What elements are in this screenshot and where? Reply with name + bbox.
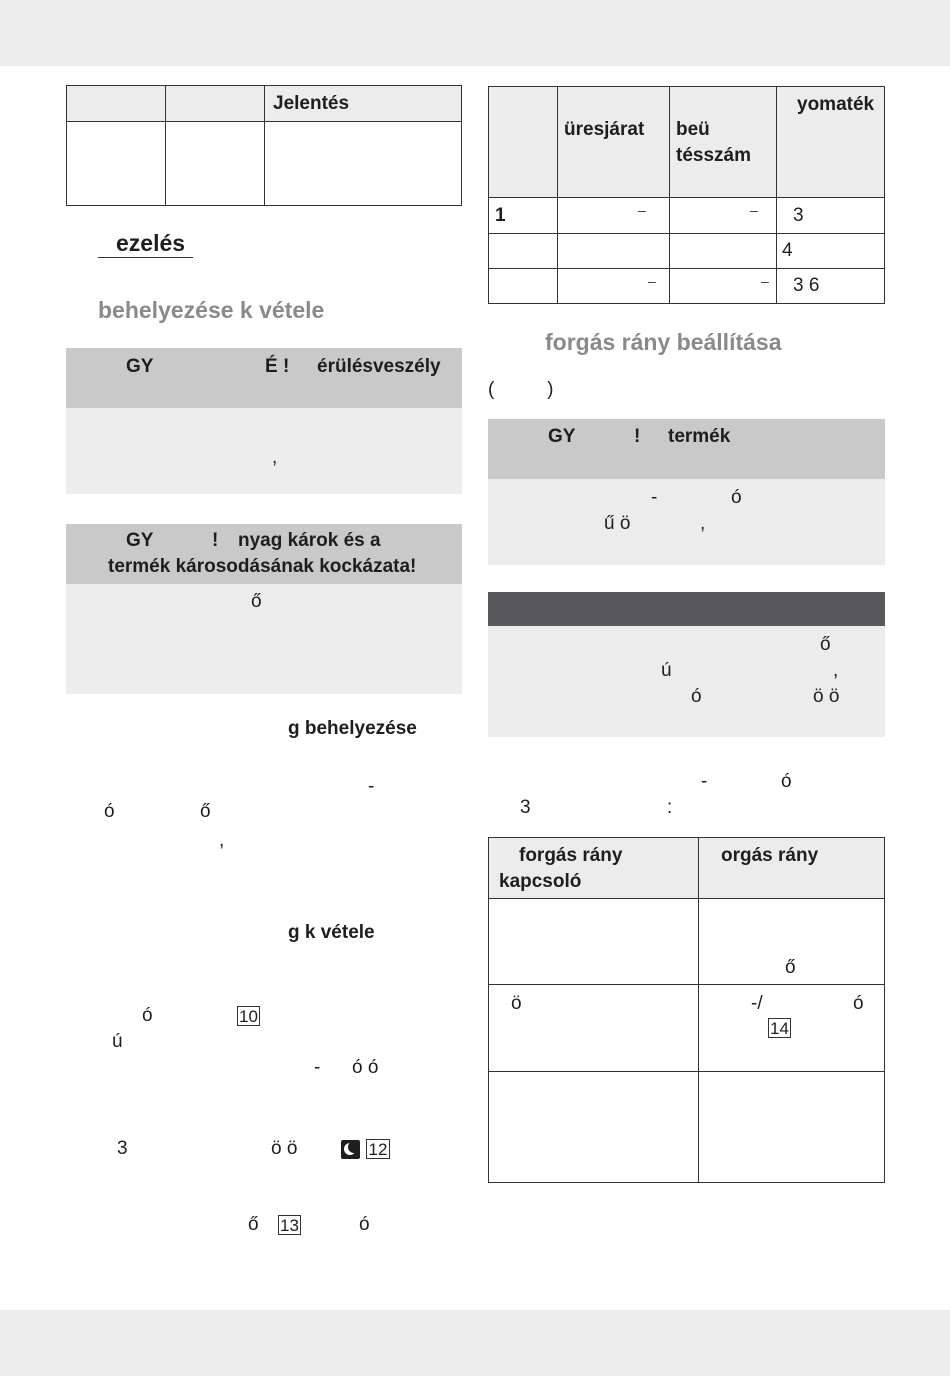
part-number-10: 10 [237,1006,260,1026]
remove-o1: ó [142,1005,153,1026]
warning-2-title-line1: nyag károk és a [238,530,381,551]
warning-box-2-header [66,524,462,584]
dir-row1-char: ő [785,957,796,978]
speed-row1-impact: – [750,202,758,218]
table-header-meaning: Jelentés [273,93,350,114]
remove-o3: ő [248,1214,259,1235]
warning-box-2-body [66,584,462,694]
speed-table [488,86,885,304]
dir-intro-colon: : [667,797,673,818]
warning-box-3-body [488,479,885,565]
warning-box-1-body [66,408,462,494]
speed-col-impact-b: tésszám [676,145,751,166]
warning-3-signal-b: ! [634,426,641,447]
speed-row3-impact: – [761,273,769,289]
note-l3a: ó [691,686,702,707]
section-title: ezelés [116,230,186,256]
remove-u1: ú [112,1031,123,1052]
meaning-table [66,85,462,206]
warning-1-comma: , [272,447,278,468]
direction-title: forgás rány beállítása [545,329,782,355]
dir-col-switch-a: forgás rány [519,845,623,866]
subsection-insert-remove: behelyezése k vétele [98,297,325,323]
speed-row2-torque: 4 [782,240,793,261]
warning-2-title-line2: termék károsodásának kockázata! [108,556,417,577]
dir-col-switch-b: kapcsoló [499,871,582,892]
warning-1-title: érülésveszély [317,356,441,377]
warning-3-dash: - [651,487,658,508]
warning-box-3-header [488,419,885,479]
insert-heading: g behelyezése [288,718,417,739]
dir-intro-o: ó [781,771,792,792]
speed-col-idle: üresjárat [564,119,645,140]
part-number-12: 12 [366,1139,390,1159]
remove-dash: - [314,1057,321,1078]
warning-3-signal: GY [548,426,576,447]
warning-box-1-header [66,348,462,408]
remove-heading: g k vétele [288,922,375,943]
note-l2b: , [833,660,839,681]
speed-row1-torque: 3 [793,205,804,226]
part-number-14: 14 [768,1018,791,1038]
warning-2-char: ő [251,591,262,612]
remove-oe: ö ö [271,1138,298,1159]
table-row [489,985,885,1072]
remove-oo: ó ó [352,1057,379,1078]
part-number-13: 13 [278,1215,301,1235]
dir-row2-char: ö [511,993,522,1014]
table-row [489,1072,885,1183]
table-row [489,899,885,985]
dir-intro-dash: - [701,771,708,792]
direction-table [488,837,885,1183]
insert-comma: , [219,830,225,851]
warning-3-comma: , [700,513,706,534]
table-row [489,269,885,304]
note-l3b: ö ö [813,686,840,707]
warning-1-signal: GY [126,356,154,377]
warning-3-title: termék [668,426,731,447]
lock-symbol-icon [341,1140,360,1159]
warning-3-uo: ű ö [604,513,631,534]
note-box-header [488,592,885,626]
table-row [489,234,885,269]
top-band [0,0,950,66]
dir-col-direction: orgás rány [721,845,819,866]
note-box-body [488,626,885,737]
note-l2a: ú [661,660,672,681]
speed-row1-level: 1 [495,205,506,226]
insert-o1: ó [104,801,115,822]
speed-col-torque: yomaték [797,94,875,115]
dir-row2-slash: -/ [751,993,763,1014]
insert-dash: - [368,776,375,797]
speed-row3-idle: – [648,273,656,289]
speed-row3-torque: 3 6 [793,275,820,296]
table-row [489,198,885,234]
warning-2-signal: GY [126,530,154,551]
speed-row1-idle: – [638,202,646,218]
insert-o2: ő [200,801,211,822]
remove-three: 3 [117,1138,128,1159]
remove-o4: ó [359,1214,370,1235]
warning-1-signal-b: É ! [265,356,290,377]
warning-2-signal-b: ! [212,530,219,551]
dir-row2-o: ó [853,993,864,1014]
note-l1: ő [820,634,831,655]
dir-intro-three: 3 [520,797,531,818]
warning-3-o: ó [731,487,742,508]
direction-paren: ( ) [488,379,554,400]
bottom-band [0,1310,950,1376]
section-title-underline [98,257,193,258]
speed-col-impact-a: beü [676,119,710,140]
